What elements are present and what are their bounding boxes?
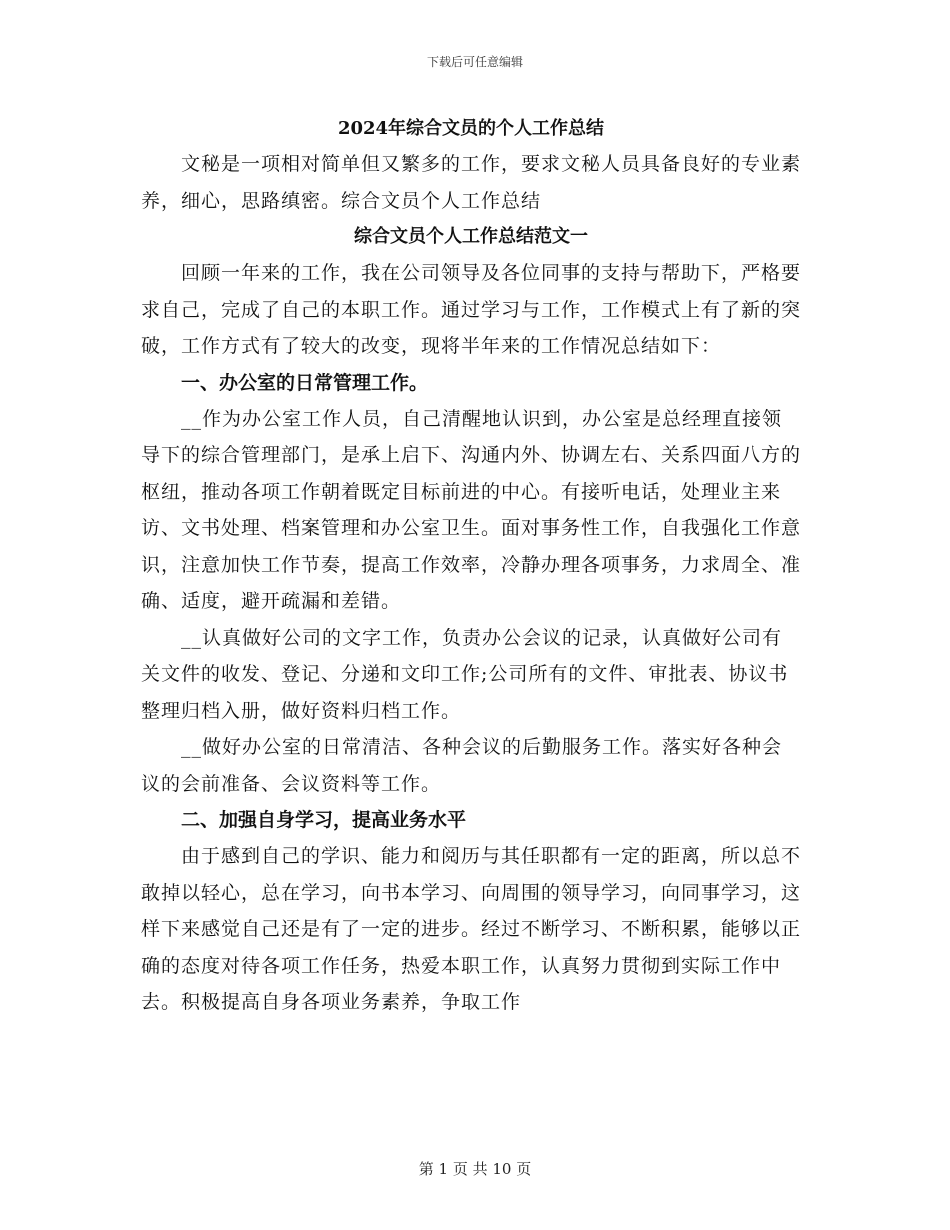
document-title: 2024年综合文员的个人工作总结 xyxy=(337,118,605,139)
page-number-footer: 第 1 页 共 10 页 xyxy=(418,1160,532,1178)
paragraph-4: __做好办公室的日常清洁、各种会议的后勤服务工作。落实好各种会议的会前准备、会议资料等工作。 xyxy=(141,736,783,795)
paragraph-1: 回顾一年来的工作，我在公司领导及各位同事的支持与帮助下，严格要求自己，完成了自己的本职工作。通过学习与工作，工作模式上有了新的突破，工作方式有了较大的改变，现将半年来的工作情况总结如下： xyxy=(141,262,802,357)
section-subtitle: 综合文员个人工作总结范文一 xyxy=(354,226,588,247)
heading-1: 一、办公室的日常管理工作。 xyxy=(181,371,429,394)
page-header-note: 下载后可任意编辑 xyxy=(426,55,523,69)
document-body xyxy=(141,112,801,1021)
paragraph-2: __作为办公室工作人员，自己清醒地认识到，办公室是总经理直接领导下的综合管理部门，是承上启下、沟通内外、协调左右、关系四面八方的枢纽，推动各项工作朝着既定目标前进的中心。有接听电话，处理业主来访、文书处理、档案管理和办公室卫生。面对事务性工作，自我强化工作意识，注意加快工作节奏，提高工作效率，冷静办理各项事务，力求周全、准确、适度，避开疏漏和差错。 xyxy=(141,407,802,612)
intro-paragraph: 文秘是一项相对简单但又繁多的工作，要求文秘人员具备良好的专业素养，细心，思路缜密。综合文员个人工作总结 xyxy=(141,153,802,212)
heading-2: 二、加强自身学习，提高业务水平 xyxy=(181,809,467,831)
paragraph-5: 由于感到自己的学识、能力和阅历与其任职都有一定的距离，所以总不敢掉以轻心，总在学习，向书本学习、向周围的领导学习，向同事学习，这样下来感觉自己还是有了一定的进步。经过不断学习、不断积累，能够以正确的态度对待各项工作任务，热爱本职工作，认真努力贯彻到实际工作中去。积极提高自身各项业务素养，争取工作 xyxy=(141,845,802,1013)
paragraph-3: __认真做好公司的文字工作，负责办公会议的记录，认真做好公司有关文件的收发、登记、分递和文印工作;公司所有的文件、审批表、协议书整理归档入册，做好资料归档工作。 xyxy=(141,626,789,722)
